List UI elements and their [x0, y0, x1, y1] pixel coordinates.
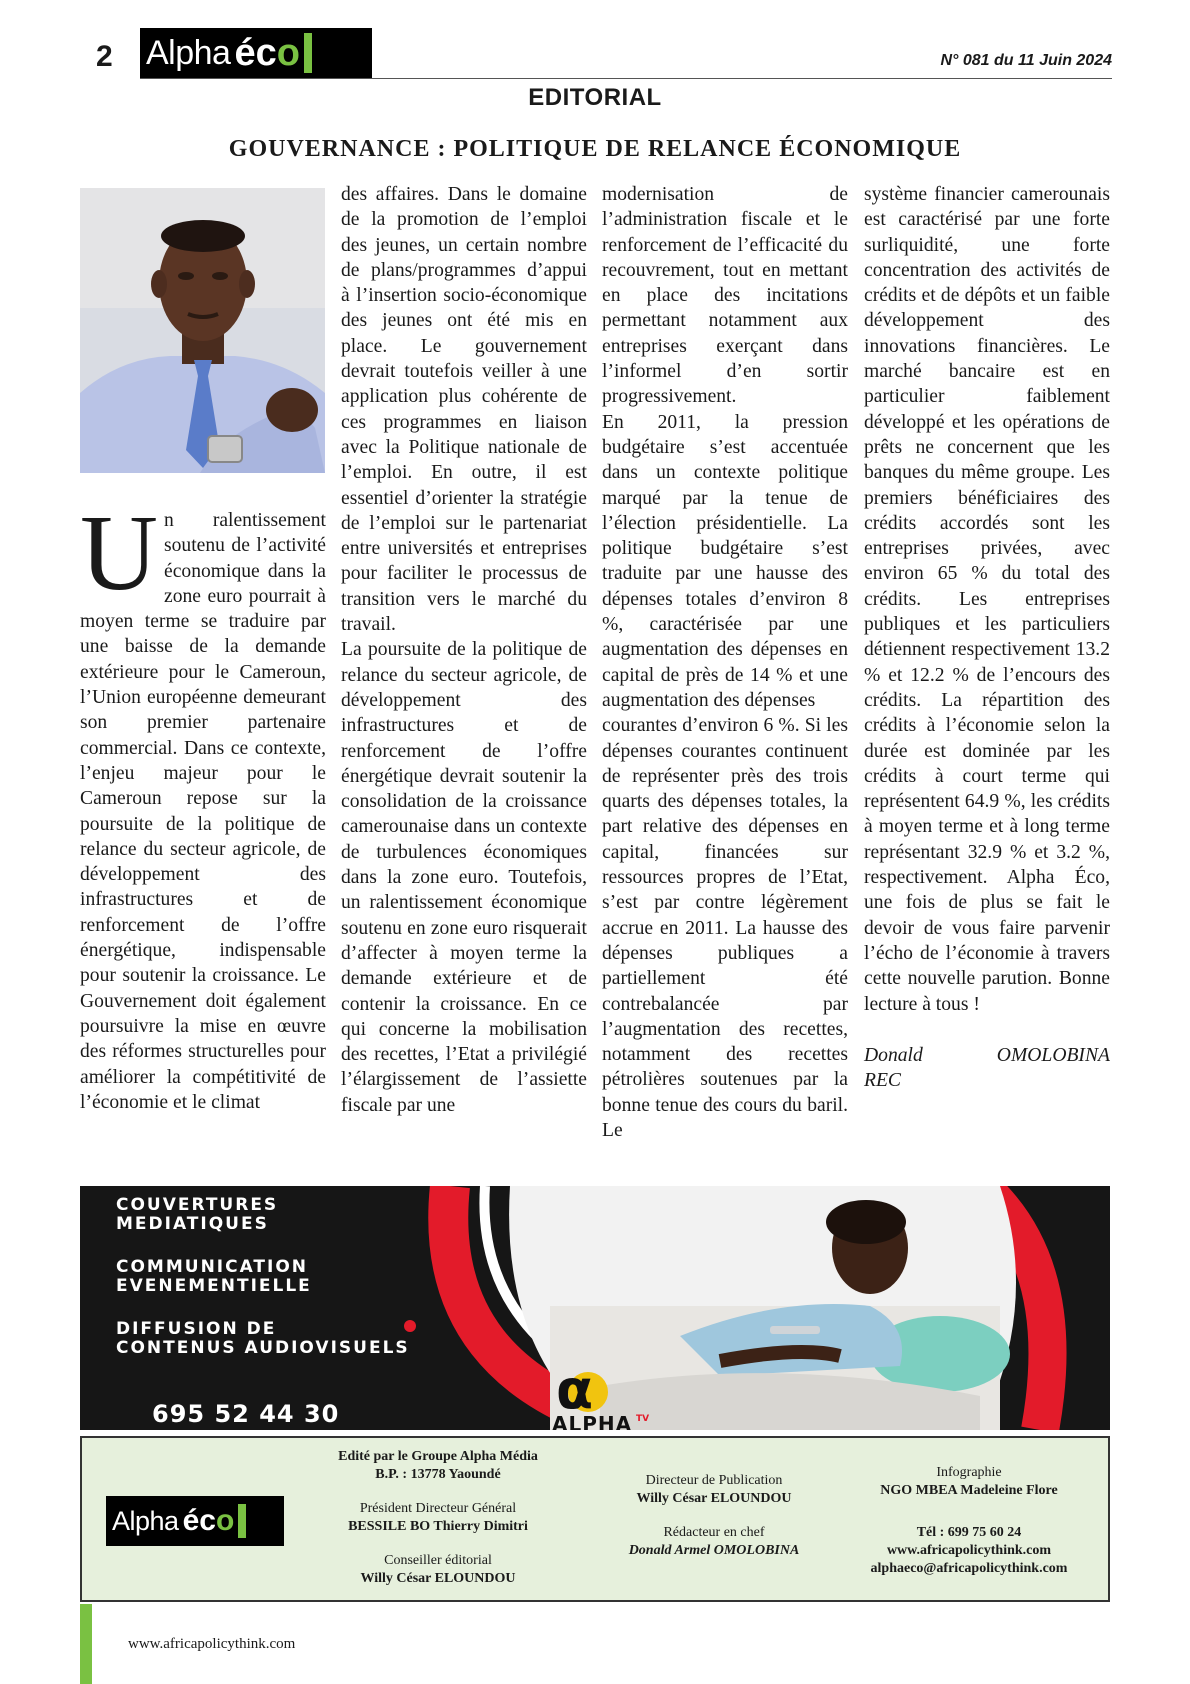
footer-logo: Alpha éco — [106, 1496, 284, 1546]
logo-alpha-text: Alpha — [146, 33, 231, 72]
column-1-text: n ralentissement soutenu de l’activité économique dans la zone euro pourrait à moyen terme se traduire par une baisse de la demande extérieure pour le Cameroun, l’Union européenne demeurant son premier partenaire commercial. Dans ce contexte, l’enjeu majeur pour le Cameroun repose sur la poursuite de la politique de relance du secteur agricole, de développement des infrastructures et de renforcement de l’offre énergétique, indispensable pour soutenir la croissance. Le Gouvernement doit également poursuivre la mise en œuvre des réformes structurelles pour améliorer la compétitivité de l’économie et le climat — [80, 510, 326, 1113]
bottom-website: www.africapolicythink.com — [128, 1636, 296, 1652]
logo-eco-text: éco — [234, 31, 300, 74]
advert-item-3: DIFFUSION DE CONTENUS AUDIOVISUELS — [116, 1319, 410, 1358]
column-2-paragraph-1: des affaires. Dans le domaine de la promotion de l’emploi des jeunes, un certain nombre de plans/programmes d’appui à l’insertion socio-économique des jeunes ont été mis en place. Le gouvernement devrait toutefois veiller à une application plus cohérente de ces programmes en liaison avec la Politique nationale de l’emploi. En outre, il est essentiel d’orienter la stratégie de l’emploi sur le partenariat entre universités et entreprises pour faciliter le processus de transition vers le marché du travail. — [341, 184, 587, 636]
svg-text:α: α — [556, 1358, 594, 1421]
article-column-4 — [864, 182, 1110, 1093]
header-rule — [140, 78, 1112, 79]
drop-cap: U — [80, 494, 158, 613]
signature-title: REC — [864, 1070, 902, 1092]
logo-green-tag — [304, 33, 312, 73]
bottom-green-bar — [80, 1604, 92, 1684]
column-2-paragraph-2: La poursuite de la politique de relance du secteur agricole, de développement des infrastructures et de renforcement de l’offre énergétique devrait soutenir la consolidation de la croissance camerounaise dans un contexte de turbulences économiques dans la zone euro. Toutefois, un ralentissement économique soutenu en zone euro risquerait d’affecter à moyen terme la demande extérieure et de contenir la croissance. En ce qui concerne la mobilisation des recettes, l’Etat a privilégié l’élargissement de l’assiette fiscale par une — [341, 639, 587, 1116]
issue-date: N° 081 du 11 Juin 2024 — [940, 52, 1112, 69]
advert-brand-suffix: TV — [636, 1414, 650, 1424]
alpha-eco-logo — [140, 28, 372, 78]
signature-last-name: OMOLOBINA — [996, 1044, 1110, 1066]
article-column-2 — [341, 182, 587, 1118]
footer-direction-col: Directeur de Publication Willy César ELOUNDOU Rédacteur en chef Donald Armel OMOLOBINA — [628, 1473, 800, 1558]
alpha-tv-advert — [80, 1186, 1110, 1430]
author-photo — [80, 188, 325, 473]
masthead-footer — [80, 1436, 1110, 1602]
column-3-paragraph-3: courantes d’environ 6 %. Si les dépenses courantes continuent de représenter près des trois quarts des dépenses totales, la part relative des dépenses en capital, financées sur ressources propres de l’Etat, s’est par contre légèrement accrue en 2011. La hausse des dépenses publiques a partiellement été contrebalancée par l’augmentation des recettes, notamment des recettes pétrolières soutenues par la bonne tenue des cours du baril. Le — [602, 715, 848, 1141]
advert-item-1: COUVERTURES MEDIATIQUES — [116, 1195, 279, 1234]
column-3-paragraph-2: En 2011, la pression budgétaire s’est accentuée dans un contexte politique marqué par la tenue de l’élection présidentielle. La politique budgétaire s’est traduite par une hausse des dépenses totales d’environ 8 %, caractérisée par une augmentation des dépenses en capital de près de 14 % et une augmentation des dépenses — [602, 411, 848, 711]
footer-editor-col: Edité par le Groupe Alpha Média B.P. : 13778 Yaoundé Président Directeur Général BESSILE BO Thierry Dimitri Conseiller éditorial Willy César ELOUNDOU — [338, 1449, 538, 1586]
advert-item-2: COMMUNICATION EVENEMENTIELLE — [116, 1257, 312, 1296]
section-title: EDITORIAL — [528, 84, 662, 111]
article-column-1 — [80, 494, 326, 1115]
headline: GOUVERNANCE : POLITIQUE DE RELANCE ÉCONOMIQUE — [228, 136, 962, 162]
page-number: 2 — [96, 40, 113, 73]
column-4-paragraph-1: système financier camerounais est caractérisé par une forte surliquidité, une forte concentration des activités de crédits et de dépôts et un faible développement des innovations financières. Le marché bancaire est en particulier faiblement développé et les opérations de prêts ne concernent que les banques du même groupe. Les premiers bénéficiaires des crédits accordés sont les entreprises privées, avec environ 65 % du total des crédits. Les entreprises publiques et les particuliers détiennent respectivement 13.2 % et 12.2 % de l’encours des crédits. La répartition des crédits à l’économie selon la durée est dominée par les crédits à court terme qui représentent 64.9 %, les crédits à moyen terme et à long terme représentant 32.9 % et 3.2 %, respectivement. Alpha Éco, une fois de plus se fait le devoir de vous faire parvenir l’écho de l’économie à travers cette nouvelle parution. Bonne lecture à tous ! — [864, 184, 1110, 1015]
article-column-3 — [602, 182, 848, 1143]
advert-brand: ALPHA — [552, 1412, 633, 1430]
column-3-paragraph-1: modernisation de l’administration fiscale et le renforcement de l’efficacité du recouvrement, tout en mettant en place des incitations permettant notamment aux entreprises exerçant dans l’informel d’en sortir progressivement. — [602, 184, 848, 408]
signature — [864, 1043, 1110, 1068]
signature-first-name: Donald — [864, 1044, 923, 1066]
footer-contact-col: Infographie NGO MBEA Madeleine Flore Tél : 699 75 60 24 www.africapolicythink.com alphaeco@africapolicythink.com — [870, 1465, 1068, 1576]
advert-phone: 695 52 44 30 — [152, 1400, 340, 1428]
